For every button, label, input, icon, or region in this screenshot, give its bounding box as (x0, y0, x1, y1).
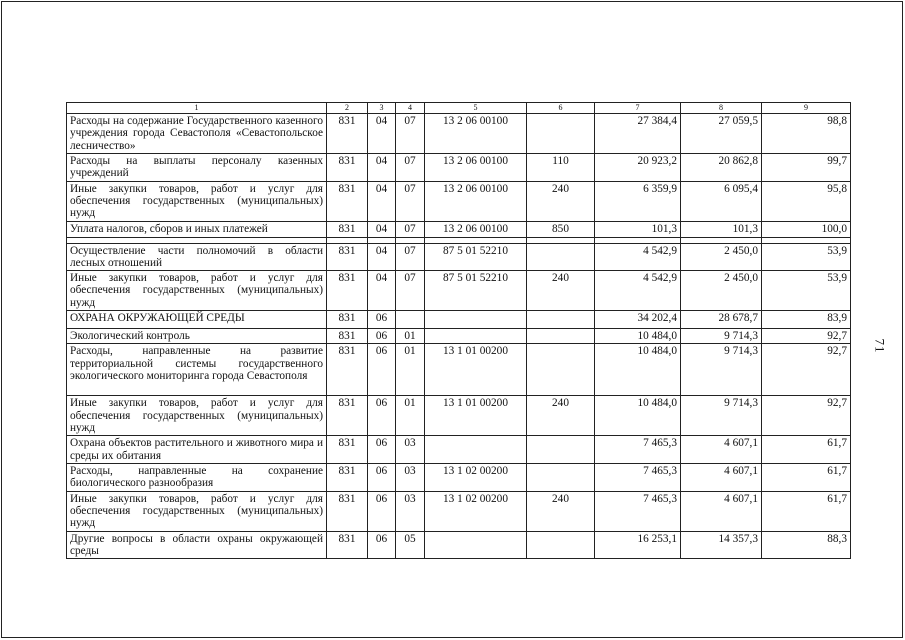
execution-percent: 92,7 (762, 396, 851, 436)
ministry-code: 831 (327, 491, 368, 531)
executed-amount: 101,3 (681, 221, 762, 237)
executed-amount: 20 862,8 (681, 154, 762, 182)
section-code: 04 (368, 114, 396, 154)
ministry-code: 831 (327, 396, 368, 436)
table-row (67, 221, 851, 237)
executed-amount: 9 714,3 (681, 396, 762, 436)
item-name: Расходы, направленные на развитие территориальной системы государственного экологического мониторинга города Севастополя (67, 344, 327, 396)
item-name: Экологический контроль (67, 329, 327, 344)
item-name: Расходы, направленные на сохранение биологического разнообразия (67, 464, 327, 492)
executed-amount: 9 714,3 (681, 329, 762, 344)
expense-type-code (527, 531, 595, 559)
section-code: 06 (368, 436, 396, 464)
execution-percent: 98,8 (762, 114, 851, 154)
ministry-code: 831 (327, 271, 368, 311)
subsection-code: 01 (396, 396, 425, 436)
expense-type-code (527, 329, 595, 344)
planned-amount: 20 923,2 (595, 154, 681, 182)
ministry-code: 831 (327, 531, 368, 559)
item-name: Охрана объектов растительного и животного мира и среды их обитания (67, 436, 327, 464)
planned-amount: 7 465,3 (595, 436, 681, 464)
table-row (67, 311, 851, 329)
header-cell: 5 (425, 103, 527, 114)
subsection-code: 01 (396, 329, 425, 344)
budget-table (66, 102, 851, 559)
section-code: 06 (368, 329, 396, 344)
target-article-code: 13 1 02 00200 (425, 491, 527, 531)
subsection-code: 03 (396, 436, 425, 464)
ministry-code: 831 (327, 154, 368, 182)
item-name: Иные закупки товаров, работ и услуг для обеспечения государственных (муниципальных) нужд (67, 271, 327, 311)
ministry-code: 831 (327, 181, 368, 221)
target-article-code: 87 5 01 52210 (425, 271, 527, 311)
target-article-code: 13 1 02 00200 (425, 464, 527, 492)
ministry-code: 831 (327, 464, 368, 492)
execution-percent: 61,7 (762, 436, 851, 464)
header-cell: 7 (595, 103, 681, 114)
section-code: 06 (368, 531, 396, 559)
page-number: 71 (872, 338, 888, 354)
planned-amount: 10 484,0 (595, 329, 681, 344)
header-cell: 4 (396, 103, 425, 114)
execution-percent: 61,7 (762, 464, 851, 492)
target-article-code (425, 311, 527, 329)
section-code: 04 (368, 243, 396, 271)
subsection-code: 07 (396, 221, 425, 237)
table-row (67, 491, 851, 531)
ministry-code: 831 (327, 436, 368, 464)
ministry-code: 831 (327, 221, 368, 237)
planned-amount: 10 484,0 (595, 396, 681, 436)
expense-type-code (527, 114, 595, 154)
expense-type-code: 240 (527, 181, 595, 221)
executed-amount: 2 450,0 (681, 271, 762, 311)
header-cell: 3 (368, 103, 396, 114)
executed-amount: 14 357,3 (681, 531, 762, 559)
target-article-code: 13 2 06 00100 (425, 154, 527, 182)
executed-amount: 2 450,0 (681, 243, 762, 271)
subsection-code: 07 (396, 181, 425, 221)
expense-type-code (527, 344, 595, 396)
execution-percent: 95,8 (762, 181, 851, 221)
subsection-code: 07 (396, 154, 425, 182)
item-name: Иные закупки товаров, работ и услуг для обеспечения государственных (муниципальных) нужд (67, 491, 327, 531)
planned-amount: 4 542,9 (595, 243, 681, 271)
item-name: Другие вопросы в области охраны окружающей среды (67, 531, 327, 559)
table-row (67, 329, 851, 344)
table-row (67, 531, 851, 559)
subsection-code: 05 (396, 531, 425, 559)
execution-percent: 53,9 (762, 271, 851, 311)
item-name: ОХРАНА ОКРУЖАЮЩЕЙ СРЕДЫ (67, 311, 327, 329)
expense-type-code: 240 (527, 271, 595, 311)
executed-amount: 27 059,5 (681, 114, 762, 154)
execution-percent: 100,0 (762, 221, 851, 237)
expense-type-code (527, 243, 595, 271)
item-name: Расходы на выплаты персоналу казенных учреждений (67, 154, 327, 182)
header-cell: 6 (527, 103, 595, 114)
target-article-code: 13 1 01 00200 (425, 344, 527, 396)
expense-type-code (527, 464, 595, 492)
executed-amount: 4 607,1 (681, 464, 762, 492)
planned-amount: 6 359,9 (595, 181, 681, 221)
execution-percent: 92,7 (762, 344, 851, 396)
executed-amount: 9 714,3 (681, 344, 762, 396)
section-code: 06 (368, 311, 396, 329)
execution-percent: 99,7 (762, 154, 851, 182)
section-code: 04 (368, 154, 396, 182)
target-article-code (425, 531, 527, 559)
expense-type-code: 240 (527, 491, 595, 531)
expense-type-code (527, 436, 595, 464)
expense-type-code: 110 (527, 154, 595, 182)
subsection-code: 03 (396, 491, 425, 531)
table-row (67, 181, 851, 221)
table-row (67, 271, 851, 311)
target-article-code: 87 5 01 52210 (425, 243, 527, 271)
target-article-code (425, 329, 527, 344)
expense-type-code: 850 (527, 221, 595, 237)
table-row (67, 243, 851, 271)
item-name: Иные закупки товаров, работ и услуг для обеспечения государственных (муниципальных) нужд (67, 181, 327, 221)
item-name: Иные закупки товаров, работ и услуг для обеспечения государственных (муниципальных) нужд (67, 396, 327, 436)
planned-amount: 101,3 (595, 221, 681, 237)
header-cell: 8 (681, 103, 762, 114)
subsection-code: 07 (396, 271, 425, 311)
ministry-code: 831 (327, 329, 368, 344)
executed-amount: 4 607,1 (681, 436, 762, 464)
ministry-code: 831 (327, 243, 368, 271)
planned-amount: 34 202,4 (595, 311, 681, 329)
item-name: Расходы на содержание Государственного казенного учреждения города Севастополя «Севастопольское лесничество» (67, 114, 327, 154)
execution-percent: 83,9 (762, 311, 851, 329)
ministry-code: 831 (327, 114, 368, 154)
item-name: Осуществление части полномочий в области лесных отношений (67, 243, 327, 271)
header-cell: 9 (762, 103, 851, 114)
header-cell: 2 (327, 103, 368, 114)
executed-amount: 6 095,4 (681, 181, 762, 221)
ministry-code: 831 (327, 311, 368, 329)
subsection-code: 07 (396, 114, 425, 154)
section-code: 06 (368, 464, 396, 492)
planned-amount: 7 465,3 (595, 464, 681, 492)
subsection-code: 03 (396, 464, 425, 492)
planned-amount: 10 484,0 (595, 344, 681, 396)
table-row (67, 114, 851, 154)
execution-percent: 61,7 (762, 491, 851, 531)
planned-amount: 7 465,3 (595, 491, 681, 531)
section-code: 04 (368, 221, 396, 237)
subsection-code (396, 311, 425, 329)
section-code: 04 (368, 181, 396, 221)
item-name: Уплата налогов, сборов и иных платежей (67, 221, 327, 237)
target-article-code: 13 1 01 00200 (425, 396, 527, 436)
table-row (67, 464, 851, 492)
expense-type-code (527, 311, 595, 329)
table-row (67, 396, 851, 436)
ministry-code: 831 (327, 344, 368, 396)
executed-amount: 28 678,7 (681, 311, 762, 329)
expense-type-code: 240 (527, 396, 595, 436)
executed-amount: 4 607,1 (681, 491, 762, 531)
section-code: 06 (368, 491, 396, 531)
planned-amount: 16 253,1 (595, 531, 681, 559)
section-code: 06 (368, 344, 396, 396)
table-row (67, 154, 851, 182)
planned-amount: 27 384,4 (595, 114, 681, 154)
table-row (67, 436, 851, 464)
section-code: 06 (368, 396, 396, 436)
section-code: 04 (368, 271, 396, 311)
execution-percent: 88,3 (762, 531, 851, 559)
planned-amount: 4 542,9 (595, 271, 681, 311)
table-row (67, 344, 851, 396)
execution-percent: 53,9 (762, 243, 851, 271)
target-article-code (425, 436, 527, 464)
target-article-code: 13 2 06 00100 (425, 221, 527, 237)
header-cell: 1 (67, 103, 327, 114)
header-row (67, 103, 851, 114)
execution-percent: 92,7 (762, 329, 851, 344)
subsection-code: 01 (396, 344, 425, 396)
subsection-code: 07 (396, 243, 425, 271)
target-article-code: 13 2 06 00100 (425, 114, 527, 154)
target-article-code: 13 2 06 00100 (425, 181, 527, 221)
